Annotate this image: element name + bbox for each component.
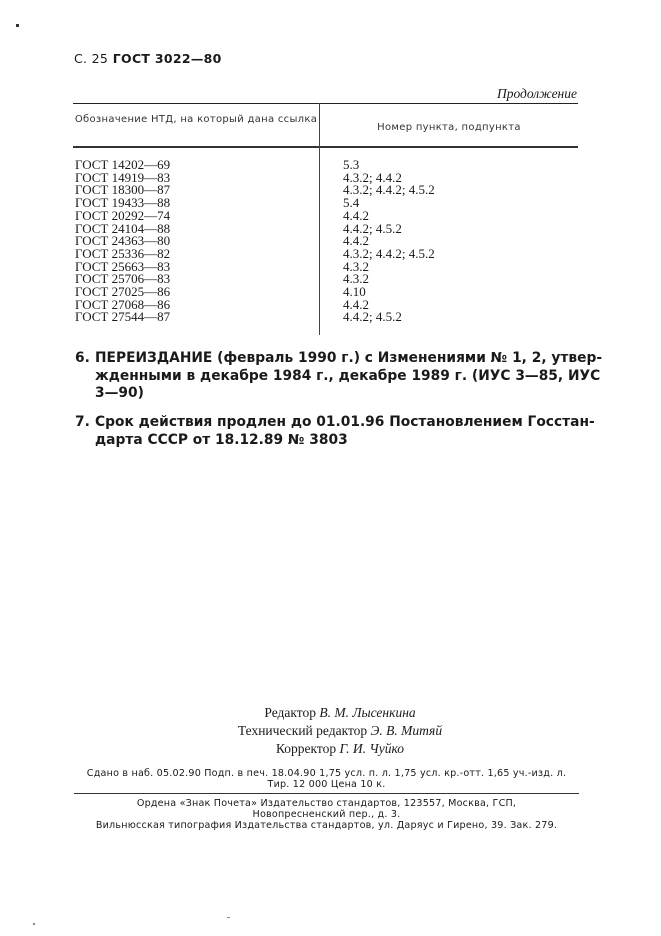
page-header — [74, 51, 222, 66]
document-column — [75, 159, 170, 324]
table-cell-doc: ГОСТ 25706—83 — [75, 271, 171, 287]
table-cell-doc: ГОСТ 27025—86 — [75, 284, 171, 300]
note-number: 6. — [75, 350, 90, 366]
print-run-price: Тир. 12 000 Цена 10 к. — [267, 779, 386, 790]
page-number: С. 25 — [74, 51, 109, 66]
table-cell-clause: 4.3.2 — [343, 258, 369, 274]
table-cell-clause: 4.4.2 — [343, 207, 369, 223]
credit-editor — [200, 704, 480, 722]
note-text-line: жденными в декабре 1984 г., декабре 1989 г. (ИУС 3—85, ИУС — [95, 367, 601, 384]
table-cell-clause: 5.3 — [343, 157, 360, 172]
table-cell-doc: ГОСТ 14202—69 — [75, 157, 171, 172]
note-reissue — [75, 350, 603, 403]
credit-role: Корректор — [275, 741, 337, 756]
note-validity — [75, 414, 595, 449]
document-code: ГОСТ 3022—80 — [112, 51, 222, 66]
table-cell-clause: 4.10 — [343, 284, 366, 300]
table-cell-doc: ГОСТ 20292—74 — [75, 207, 171, 223]
credit-name: Г. И. Чуйко — [339, 741, 405, 756]
table-top-rule — [73, 103, 578, 104]
note-text-line: 3—90) — [95, 385, 144, 401]
table-cell-clause: 4.3.2; 4.4.2 — [343, 169, 402, 185]
credit-name: В. М. Лысенкина — [319, 705, 416, 720]
table-cell-doc: ГОСТ 14919—83 — [75, 169, 171, 185]
imprint-rule — [74, 793, 579, 794]
print-details-line: Сдано в наб. 05.02.90 Подп. в печ. 18.04.90 1,75 усл. п. л. 1,75 усл. кр.-отт. 1,65 уч.-изд. л. — [86, 768, 567, 779]
continuation-label: Продолжение — [496, 86, 577, 101]
table-cell-clause: 4.3.2; 4.4.2; 4.5.2 — [343, 245, 435, 261]
table-cell-doc: ГОСТ 24104—88 — [75, 220, 171, 236]
note-text-line: дарта СССР от 18.12.89 № 3803 — [95, 431, 348, 448]
table-cell-clause: 4.4.2 — [343, 296, 369, 312]
table-cell-clause: 4.3.2; 4.4.2; 4.5.2 — [343, 182, 435, 198]
table-cell-clause: 4.3.2 — [343, 271, 369, 287]
table-cell-doc: ГОСТ 24363—80 — [75, 233, 171, 249]
credit-name: Э. В. Митяй — [370, 723, 443, 738]
column-divider — [319, 103, 320, 335]
clause-column — [343, 159, 435, 324]
note-text-line: Срок действия продлен до 01.01.96 Постановлением Госстан- — [95, 414, 595, 430]
column-header-clause: Номер пункта, подпункта — [377, 122, 521, 133]
note-text-line: ПЕРЕИЗДАНИЕ (февраль 1990 г.) с Изменениями № 1, 2, утвер- — [95, 350, 603, 366]
publisher-line: Ордена «Знак Почета» Издательство стандартов, 123557, Москва, ГСП, — [136, 798, 517, 809]
table-cell-doc: ГОСТ 25336—82 — [75, 245, 171, 261]
table-cell-clause: 4.4.2 — [343, 233, 369, 249]
editorial-credits — [200, 704, 480, 758]
note-number: 7. — [75, 414, 90, 430]
column-header-document: Обозначение НТД, на который дана ссылка — [74, 114, 318, 125]
table-cell-clause: 4.4.2; 4.5.2 — [343, 220, 402, 236]
credit-proofreader — [200, 740, 480, 758]
table-cell-doc: ГОСТ 25663—83 — [75, 258, 171, 274]
scan-speck — [16, 24, 19, 27]
printer-line: Вильнюсская типография Издательства стандартов, ул. Даряус и Гирено, 39. Зак. 279. — [95, 820, 558, 831]
table-cell-doc: ГОСТ 19433—88 — [75, 195, 171, 211]
scan-speck — [227, 917, 230, 918]
table-cell-doc: ГОСТ 27544—87 — [75, 309, 171, 325]
table-cell-doc: ГОСТ 18300—87 — [75, 182, 171, 198]
credit-technical-editor — [200, 722, 480, 740]
credit-role: Технический редактор — [237, 723, 368, 738]
print-details — [74, 768, 579, 790]
publisher-info — [74, 798, 579, 831]
table-cell-clause: 5.4 — [343, 195, 360, 211]
scan-speck — [33, 923, 35, 925]
publisher-address: Новопресненский пер., д. 3. — [252, 809, 401, 820]
references-table — [73, 103, 578, 335]
table-cell-doc: ГОСТ 27068—86 — [75, 296, 171, 312]
credit-role: Редактор — [264, 705, 316, 720]
table-header-rule — [73, 146, 578, 148]
table-cell-clause: 4.4.2; 4.5.2 — [343, 309, 402, 325]
